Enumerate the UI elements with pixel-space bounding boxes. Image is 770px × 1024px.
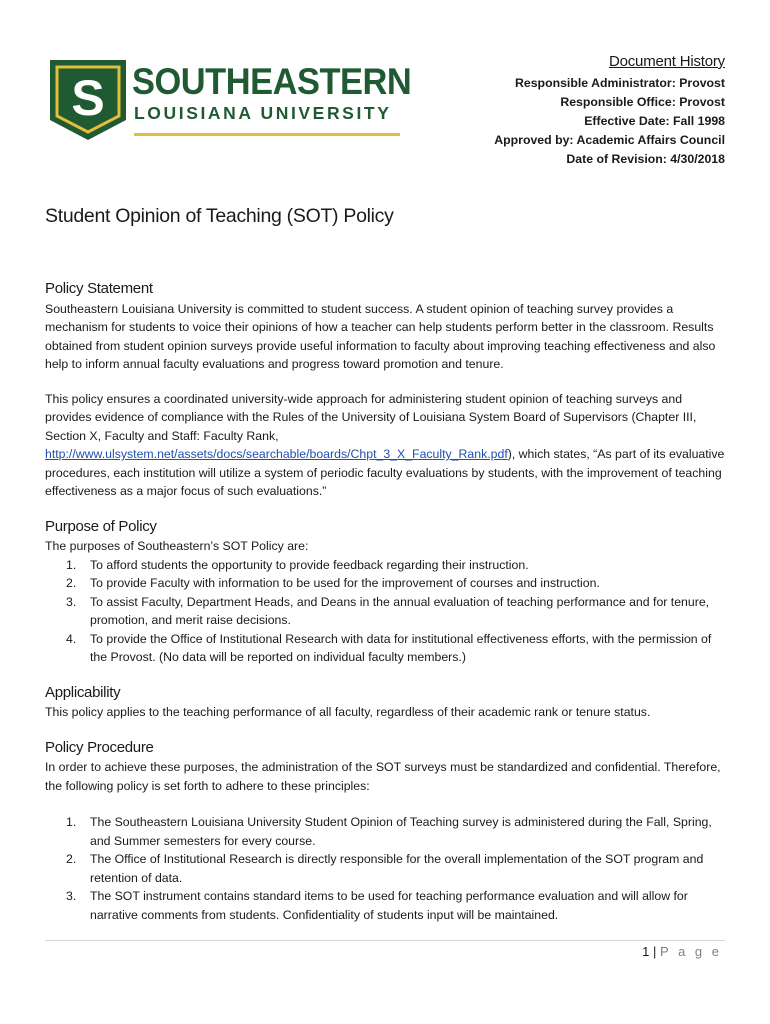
procedure-section bbox=[45, 739, 725, 925]
list-number: 3. bbox=[66, 594, 77, 609]
responsible-office: Responsible Office: Provost bbox=[560, 95, 725, 109]
purpose-list bbox=[45, 556, 725, 667]
policy-statement-section bbox=[45, 280, 725, 501]
list-item bbox=[45, 574, 725, 593]
list-item-text: The Southeastern Louisiana University Student Opinion of Teaching survey is administered during the Fall, Spring, and Summer semesters for every course. bbox=[90, 815, 712, 848]
purpose-section bbox=[45, 518, 725, 667]
applicability-text: This policy applies to the teaching performance of all faculty, regardless of their academic rank or tenure status. bbox=[45, 705, 651, 719]
applicability-heading: Applicability bbox=[45, 683, 121, 701]
responsible-administrator: Responsible Administrator: Provost bbox=[515, 76, 725, 90]
list-item bbox=[45, 630, 725, 667]
list-item-text: To provide Faculty with information to be used for the improvement of courses and instruction. bbox=[90, 576, 600, 590]
list-item-text: The SOT instrument contains standard items to be used for teaching performance evaluation and will allow for narrative comments from students. Confidentiality of students input will be maintained. bbox=[90, 889, 688, 922]
shield-logo-icon bbox=[48, 58, 128, 142]
purpose-heading: Purpose of Policy bbox=[45, 517, 157, 535]
page-number: 1 bbox=[642, 944, 650, 959]
purpose-intro: The purposes of Southeastern’s SOT Policy are: bbox=[45, 539, 309, 553]
page-title: Student Opinion of Teaching (SOT) Policy bbox=[45, 205, 394, 227]
policy-statement-para1: Southeastern Louisiana University is committed to student success. A student opinion of teaching survey provides a mechanism for students to voice their opinions of how a teacher can help students perform better in the classroom. Results obtained from student opinion surveys provide useful information to faculty about improving teaching effectiveness and also help to inform annual faculty evaluations and progress toward promotion and tenure. bbox=[45, 301, 716, 371]
para2-text-before: This policy ensures a coordinated university-wide approach for administering student opinion of teaching surveys and provides evidence of compliance with the Rules of the University of Louisiana System Board of Supervisors (Chapter III, Section X, Faculty and Staff: Faculty Rank, bbox=[45, 391, 697, 443]
list-item bbox=[45, 850, 725, 887]
logo-gold-rule bbox=[134, 133, 400, 136]
document-history bbox=[494, 52, 725, 169]
logo-name-line2: LOUISIANA UNIVERSITY bbox=[134, 103, 392, 123]
list-number: 1. bbox=[66, 557, 77, 572]
date-of-revision: Date of Revision: 4/30/2018 bbox=[566, 152, 725, 166]
approved-by: Approved by: Academic Affairs Council bbox=[494, 133, 725, 147]
shield-letter: S bbox=[71, 70, 105, 126]
list-number: 2. bbox=[66, 852, 77, 866]
list-number: 2. bbox=[66, 576, 77, 590]
list-item bbox=[45, 813, 725, 850]
procedure-intro: In order to achieve these purposes, the administration of the SOT surveys must be standardized and confidential. Therefore, the following policy is set forth to adhere to these principles: bbox=[45, 760, 721, 793]
list-item-text: To assist Faculty, Department Heads, and Deans in the annual evaluation of teaching performance and for tenure, promotion, and merit raise decisions. bbox=[90, 594, 710, 627]
para2-text-after: ), which states, “As part of its evaluative procedures, each institution will utilize a system of periodic faculty evaluations by students, with the improvement of teaching effectiveness as a major focus of such evaluations.” bbox=[45, 447, 725, 498]
university-logo bbox=[48, 58, 412, 142]
logo-name-line1: SOUTHEASTERN bbox=[132, 61, 412, 102]
page-separator: | bbox=[653, 944, 657, 959]
policy-statement-para2 bbox=[45, 390, 725, 501]
list-item bbox=[45, 556, 725, 575]
page-word: P a g e bbox=[660, 944, 722, 959]
document-history-title: Document History bbox=[608, 53, 725, 70]
list-item-text: To provide the Office of Institutional Research with data for institutional effectiveness efforts, with the permission of the Provost. (No data will be reported on individual faculty members.) bbox=[90, 631, 712, 664]
procedure-heading: Policy Procedure bbox=[45, 738, 154, 756]
page-footer bbox=[642, 944, 722, 959]
list-number: 4. bbox=[66, 631, 77, 646]
applicability-section bbox=[45, 684, 725, 722]
list-number: 3. bbox=[66, 889, 77, 903]
procedure-list bbox=[45, 813, 725, 924]
list-item bbox=[45, 593, 725, 630]
list-item-text: The Office of Institutional Research is directly responsible for the overall implementation of the SOT program and retention of data. bbox=[90, 852, 704, 885]
policy-statement-heading: Policy Statement bbox=[45, 280, 153, 297]
effective-date: Effective Date: Fall 1998 bbox=[584, 114, 725, 128]
ulsystem-faculty-rank-link[interactable]: http://www.ulsystem.net/assets/docs/searchable/boards/Chpt_3_X_Faculty_Rank.pdf bbox=[45, 447, 508, 461]
footer-divider bbox=[45, 940, 725, 941]
list-item-text: To afford students the opportunity to provide feedback regarding their instruction. bbox=[90, 557, 529, 572]
list-item bbox=[45, 887, 725, 924]
list-number: 1. bbox=[66, 815, 77, 829]
document-body bbox=[45, 280, 725, 924]
